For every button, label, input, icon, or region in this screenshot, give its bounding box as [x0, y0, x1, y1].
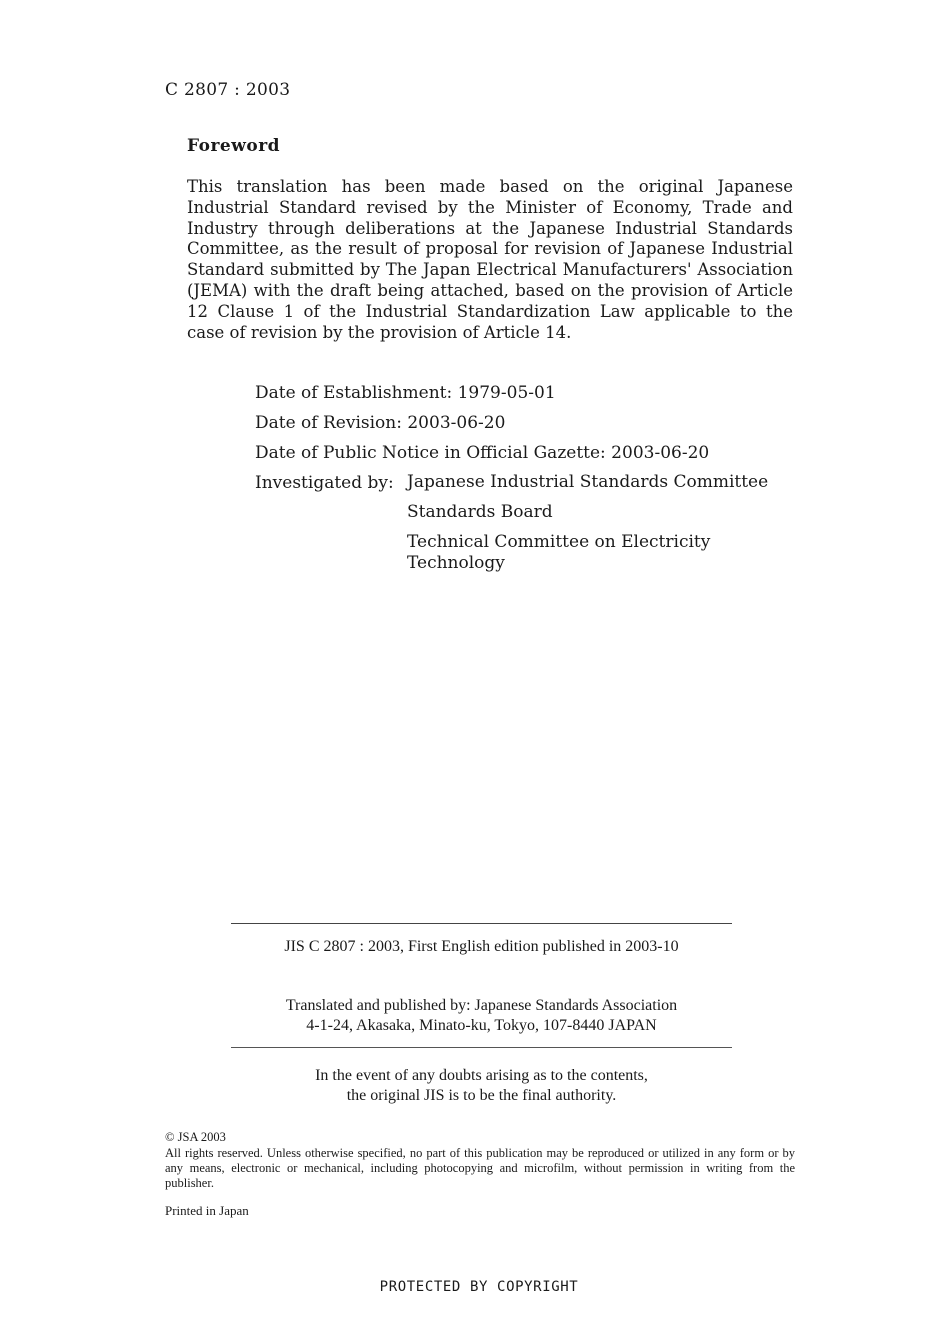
- edition-statement: JIS C 2807 : 2003, First English edition published in 2003-10: [284, 938, 679, 955]
- publisher-address: 4-1-24, Akasaka, Minato-ku, Tokyo, 107-8440 JAPAN: [306, 1017, 657, 1034]
- copyright-protection-footer: PROTECTED BY COPYRIGHT: [379, 1279, 579, 1295]
- legal-notice: [165, 1130, 795, 1191]
- authority-line: the original JIS is to be the final authority.: [346, 1087, 617, 1104]
- foreword-body: [187, 177, 793, 343]
- document-id: C 2807 : 2003: [165, 80, 291, 100]
- date-of-revision: Date of Revision: 2003-06-20: [255, 413, 506, 433]
- rights-statement: All rights reserved. Unless otherwise specified, no part of this publication may be reproduced or utilized in any form or by any means, electronic or mechanical, including photocopying and microfilm, without permission in writing from the publisher.: [165, 1146, 795, 1190]
- investigating-bodies: [407, 470, 768, 583]
- copyright-line: © JSA 2003: [165, 1130, 226, 1144]
- investigating-body: Technical Committee on Electricity Technology: [407, 532, 711, 573]
- publisher-block: [231, 996, 732, 1036]
- printed-in: Printed in Japan: [165, 1203, 249, 1218]
- divider-bottom: [231, 1047, 732, 1048]
- authority-line: In the event of any doubts arising as to the contents,: [315, 1067, 648, 1084]
- investigated-by-label: Investigated by:: [255, 473, 394, 493]
- investigating-body: Japanese Industrial Standards Committee: [407, 472, 769, 492]
- authority-note: [231, 1066, 732, 1106]
- publisher-name: Translated and published by: Japanese Standards Association: [285, 997, 678, 1014]
- investigating-body: Standards Board: [407, 502, 553, 522]
- dates-block: [255, 380, 768, 583]
- foreword-heading: Foreword: [187, 136, 281, 156]
- date-of-public-notice: Date of Public Notice in Official Gazette: 2003-06-20: [255, 443, 710, 463]
- date-of-establishment: Date of Establishment: 1979-05-01: [255, 383, 556, 403]
- foreword-paragraph: This translation has been made based on the original Japanese Industrial Standard revised by the Minister of Economy, Trade and Industry through deliberations at the Japanese Industrial Standards Committee, as the result of proposal for revision of Japanese Industrial Standard submitted by The Japan Electrical Manufacturers' Association (JEMA) with the draft being attached, based on the provision of Article 12 Clause 1 of the Industrial Standardization Law applicable to the case of revision by the provision of Article 14.: [187, 177, 793, 342]
- divider-top: [231, 923, 732, 924]
- investigated-by-row: [255, 470, 768, 583]
